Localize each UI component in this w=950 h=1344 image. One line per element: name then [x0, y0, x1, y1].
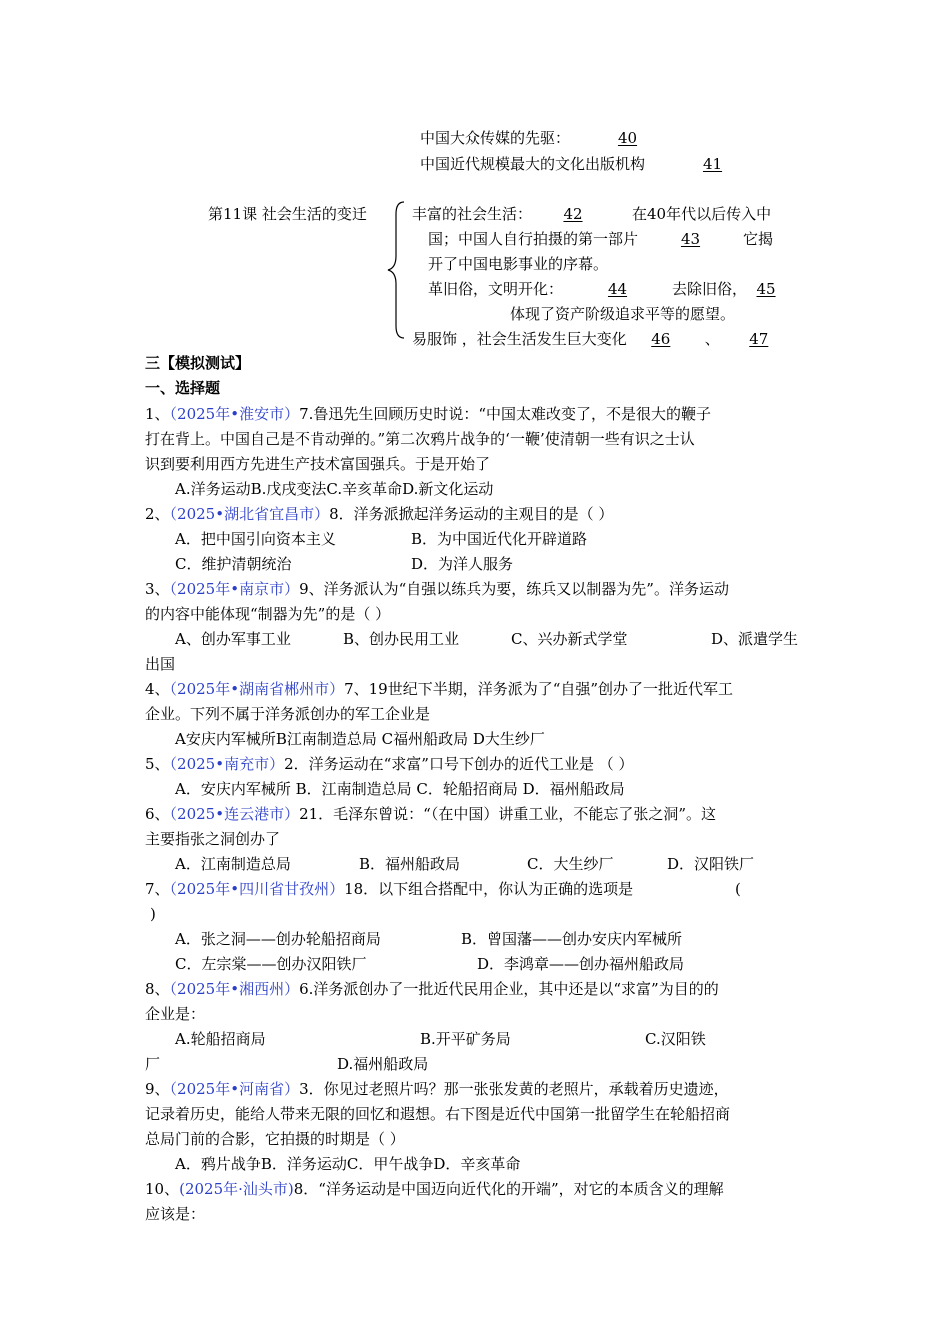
question-10: 10、(2025年·汕头市)8．“洋务运动是中国迈向近代化的开端”，对它的本质含义的理解: [145, 1180, 724, 1198]
question-8-cont: 企业是：: [145, 1005, 206, 1023]
rich-life-line-2: 国；中国人自行拍摄的第一部片 43 它揭: [428, 230, 774, 248]
section-title: 三【模拟测试】: [145, 354, 251, 372]
question-source: （2025•连云港市）: [169, 805, 300, 823]
curly-brace-icon: [386, 200, 408, 340]
blank-41: 41: [702, 155, 723, 173]
question-3: 3、（2025年•南京市）9、洋务派认为“自强以练兵为要，练兵又以制器为先”。洋务运动: [145, 580, 729, 598]
question-source: （2025•南充市）: [169, 755, 285, 773]
question-1-cont: 打在背上。中国自己是不肯动弹的。”第二次鸦片战争的‘一鞭’使清朝一些有识之士认: [145, 430, 695, 448]
question-9: 9、（2025年•河南省）3．你见过老照片吗？那一张张发黄的老照片，承载着历史遗迹，: [145, 1080, 729, 1098]
question-9-cont: 记录着历史，能给人带来无限的回忆和遐想。右下图是近代中国第一批留学生在轮船招商: [145, 1105, 731, 1123]
question-1: 1、（2025年•淮安市）7.鲁迅先生回顾历史时说：“中国太难改变了，不是很大的鞭子: [145, 405, 712, 423]
question-source: （2025•湖北省宜昌市）: [169, 505, 330, 523]
lesson-11-title: 第11课 社会生活的变迁: [208, 205, 367, 223]
question-source: （2025年•四川省甘孜州）: [169, 880, 345, 898]
question-5: 5、（2025•南充市）2．洋务运动在“求富”口号下创办的近代工业是 （ ）: [145, 755, 634, 773]
publisher-line: 中国近代规模最大的文化出版机构 41: [420, 153, 780, 174]
question-6: 6、（2025•连云港市）21．毛泽东曾说：“（在中国）讲重工业，不能忘了张之洞”。这: [145, 805, 717, 823]
question-source: (2025年·汕头市): [179, 1180, 294, 1198]
blank-45: 45: [756, 280, 776, 298]
question-source: （2025年•淮安市）: [169, 405, 300, 423]
custom-line-2: 体现了资产阶级追求平等的愿望。: [510, 305, 736, 323]
question-4: 4、（2025年•湖南省郴州市）7、19世纪下半期，洋务派为了“自强”创办了一批近代军工: [145, 680, 734, 698]
question-8: 8、（2025年•湘西州）6.洋务派创办了一批近代民用企业，其中还是以“求富”为目的的: [145, 980, 719, 998]
question-4-options: A安庆内军械所B江南制造总局 C福州船政局 D大生纱厂: [175, 730, 545, 748]
media-pioneer-line: 中国大众传媒的先驱： 40: [420, 127, 685, 148]
rich-life-line: 丰富的社会生活： 42 在40年代以后传入中: [412, 205, 772, 223]
question-source: （2025年•南京市）: [169, 580, 300, 598]
question-source: （2025年•湖南省郴州市）: [169, 680, 345, 698]
question-3-options-cont: 出国: [145, 655, 176, 673]
question-9-options: A．鸦片战争B．洋务运动C．甲午战争D．辛亥革命: [175, 1155, 521, 1173]
question-1-options: A.洋务运动B.戊戌变法C.辛亥革命D.新文化运动: [175, 480, 494, 498]
question-8-options-cont: 厂 D.福州船政局: [145, 1055, 429, 1073]
question-6-cont: 主要指张之洞创办了: [145, 830, 281, 848]
question-5-options: A．安庆内军械所 B．江南制造总局 C．轮船招商局 D．福州船政局: [175, 780, 625, 798]
question-source: （2025年•湘西州）: [169, 980, 300, 998]
blank-46: 46: [651, 330, 671, 348]
question-source: （2025年•河南省）: [169, 1080, 300, 1098]
blank-43: 43: [680, 230, 701, 248]
rich-life-line-3: 开了中国电影事业的序幕。: [428, 255, 609, 273]
dress-line: 易服饰 ，社会生活发生巨大变化 46 、 47: [412, 328, 788, 349]
question-1-cont: 识到要利用西方先进生产技术富国强兵。于是开始了: [145, 455, 491, 473]
question-9-cont: 总局门前的合影，它拍摄的时期是（ ）: [145, 1130, 405, 1148]
subsection-title: 一、选择题: [145, 379, 221, 397]
question-3-cont: 的内容中能体现“制器为先”的是（ ）: [145, 605, 391, 623]
question-7: 7、（2025年•四川省甘孜州）18．以下组合搭配中，你认为正确的选项是 (: [145, 880, 741, 898]
custom-line: 革旧俗，文明开化： 44 去除旧俗， 45: [428, 278, 785, 299]
question-10-cont: 应该是：: [145, 1205, 206, 1223]
question-2: 2、（2025•湖北省宜昌市）8．洋务派掀起洋务运动的主观目的是（ ）: [145, 505, 614, 523]
blank-47: 47: [749, 330, 769, 348]
blank-42: 42: [563, 205, 583, 223]
question-7-cont: ): [150, 905, 156, 923]
blank-44: 44: [607, 280, 628, 298]
question-4-cont: 企业。下列不属于洋务派创办的军工企业是: [145, 705, 431, 723]
blank-40: 40: [617, 129, 638, 147]
